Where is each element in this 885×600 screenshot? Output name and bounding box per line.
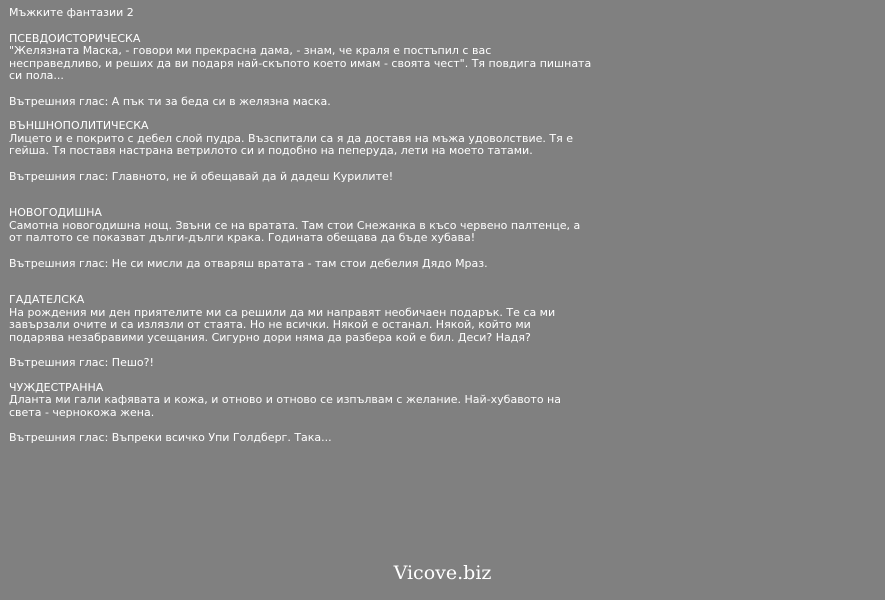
section-text: Самотна новогодишна нощ. Звъни се на вратата. Там стои Снежанка в късо червено палтенце, а от палтото се показват дълги-дълги крака. Годината обещава да бъде хубава! bbox=[9, 218, 581, 244]
inner-voice-line: Вътрешния глас: Въпреки всичко Упи Голдберг. Така... bbox=[9, 431, 332, 444]
site-watermark: Vicove.biz bbox=[393, 562, 492, 584]
section-text: Лицето и е покрито с дебел слой пудра. Възспитали са я да доставя на мъжа удоволствие. Тя е гейша. Тя поставя настрана ветрилото си и подобно на пеперуда, лети на моето татами. bbox=[9, 131, 573, 157]
section-new-year bbox=[9, 207, 609, 270]
section-guessing bbox=[9, 294, 609, 370]
section-foreign bbox=[9, 382, 609, 445]
page-title: Мъжките фантазии 2 bbox=[9, 6, 134, 19]
spacer bbox=[9, 270, 609, 294]
inner-voice-line: Вътрешния глас: Главното, не й обещавай да й дадеш Курилите! bbox=[9, 169, 394, 183]
section-foreign-policy bbox=[9, 120, 609, 183]
inner-voice-line: Вътрешния глас: Пешо?! bbox=[9, 356, 154, 369]
section-heading: ЧУЖДЕСТРАННА bbox=[9, 380, 104, 394]
spacer bbox=[9, 370, 609, 382]
section-text: На рождения ми ден приятелите ми са решили да ми направят необичаен подарък. Те са ми завързали очите и са излязли от стаята. Но не всички. Някой е останал. Някой, който ми подарява незабравими усещания. Сигурно дори няма да разбера кой е бил. Деси? Надя? bbox=[9, 305, 556, 344]
inner-voice-line: Вътрешния глас: А пък ти за беда си в желязна маска. bbox=[9, 94, 331, 108]
section-text: Дланта ми гали кафявата и кожа, и отново и отново се изпълвам с желание. Най-хубавото на света - чернокожа жена. bbox=[9, 393, 561, 419]
section-heading: ПСЕВДОИСТОРИЧЕСКА bbox=[9, 31, 141, 45]
section-heading: ВЪНШНОПОЛИТИЧЕСКА bbox=[9, 119, 149, 132]
spacer bbox=[9, 183, 609, 207]
section-text: "Желязната Маска, - говори ми прекрасна дама, - знам, че краля е постъпил с вас несправедливо, и реших да ви подаря най-скъпото което имам - своята чест". Тя повдига пишната си пола... bbox=[9, 44, 592, 82]
section-pseudohistorical bbox=[9, 33, 609, 109]
section-heading: ГАДАТЕЛСКА bbox=[9, 293, 85, 306]
inner-voice-line: Вътрешния глас: Не си мисли да отваряш вратата - там стои дебелия Дядо Мраз. bbox=[9, 256, 488, 270]
section-heading: НОВОГОДИШНА bbox=[9, 206, 102, 219]
article bbox=[9, 7, 609, 445]
